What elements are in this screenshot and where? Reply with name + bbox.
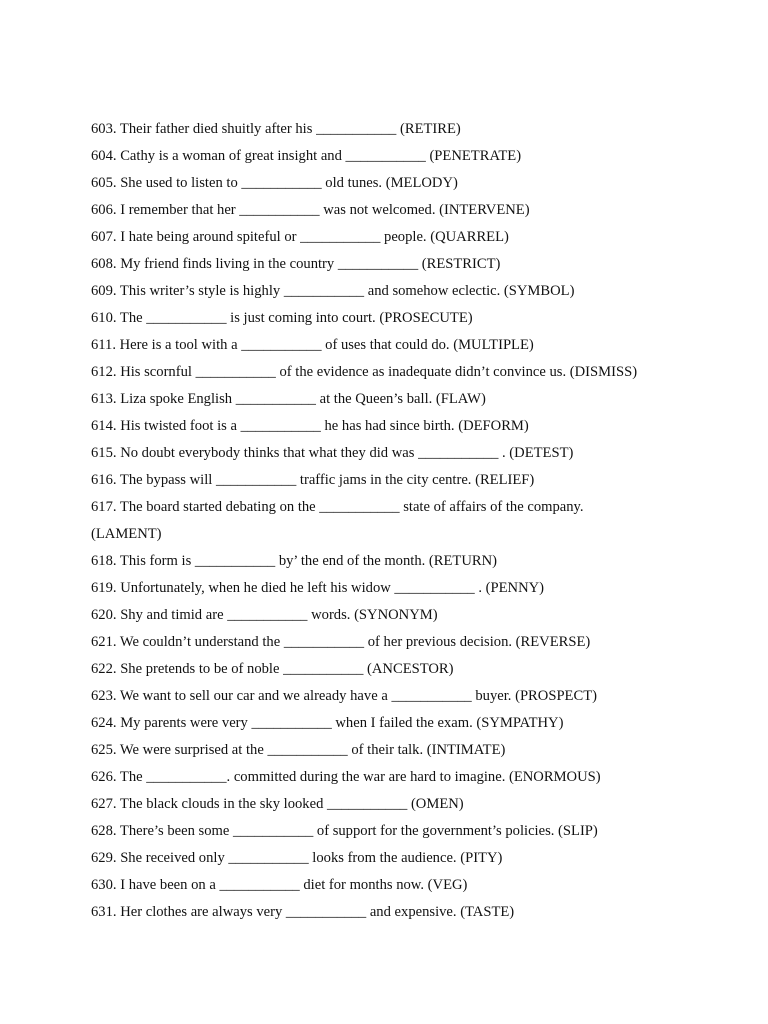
exercise-line: (LAMENT) [91, 526, 162, 542]
exercise-line: 629. She received only ___________ looks from the audience. (PITY) [91, 850, 503, 866]
exercise-line: 611. Here is a tool with a ___________ of uses that could do. (MULTIPLE) [91, 337, 534, 353]
exercise-line: 630. I have been on a ___________ diet for months now. (VEG) [91, 877, 468, 893]
exercise-line: 619. Unfortunately, when he died he left his widow ___________ . (PENNY) [91, 580, 545, 596]
exercise-line: 616. The bypass will ___________ traffic jams in the city centre. (RELIEF) [91, 472, 535, 488]
exercise-line: 617. The board started debating on the ___________ state of affairs of the company. [91, 499, 584, 515]
exercise-line: 625. We were surprised at the ___________ of their talk. (INTIMATE) [91, 742, 506, 758]
exercise-line: 624. My parents were very ___________ when I failed the exam. (SYMPATHY) [91, 715, 564, 731]
exercise-line: 623. We want to sell our car and we already have a ___________ buyer. (PROSPECT) [91, 688, 597, 704]
exercise-line: 620. Shy and timid are ___________ words. (SYNONYM) [91, 607, 438, 623]
exercise-line: 615. No doubt everybody thinks that what they did was ___________ . (DETEST) [91, 445, 574, 461]
exercise-line: 621. We couldn’t understand the ___________ of her previous decision. (REVERSE) [91, 634, 591, 650]
exercise-line: 603. Their father died shuitly after his ___________ (RETIRE) [91, 121, 461, 137]
exercise-line: 610. The ___________ is just coming into court. (PROSECUTE) [91, 310, 473, 326]
exercise-line: 604. Cathy is a woman of great insight and ___________ (PENETRATE) [91, 148, 522, 164]
exercise-line: 622. She pretends to be of noble ___________ (ANCESTOR) [91, 661, 454, 677]
exercise-line: 612. His scornful ___________ of the evidence as inadequate didn’t convince us. (DISMISS) [91, 364, 638, 380]
exercise-line: 609. This writer’s style is highly ___________ and somehow eclectic. (SYMBOL) [91, 283, 575, 299]
exercise-line: 607. I hate being around spiteful or ___________ people. (QUARREL) [91, 229, 509, 245]
exercise-line: 628. There’s been some ___________ of support for the government’s policies. (SLIP) [91, 823, 598, 839]
exercise-list [91, 116, 761, 926]
exercise-line: 627. The black clouds in the sky looked ___________ (OMEN) [91, 796, 464, 812]
exercise-line: 614. His twisted foot is a ___________ he has had since birth. (DEFORM) [91, 418, 529, 434]
exercise-line: 631. Her clothes are always very ___________ and expensive. (TASTE) [91, 904, 515, 920]
exercise-line: 605. She used to listen to ___________ old tunes. (MELODY) [91, 175, 458, 191]
exercise-line: 613. Liza spoke English ___________ at the Queen’s ball. (FLAW) [91, 391, 486, 407]
exercise-line: 626. The ___________. committed during the war are hard to imagine. (ENORMOUS) [91, 769, 601, 785]
exercise-line: 618. This form is ___________ by’ the end of the month. (RETURN) [91, 553, 498, 569]
exercise-line: 608. My friend finds living in the country ___________ (RESTRICT) [91, 256, 501, 272]
exercise-line: 606. I remember that her ___________ was not welcomed. (INTERVENE) [91, 202, 530, 218]
